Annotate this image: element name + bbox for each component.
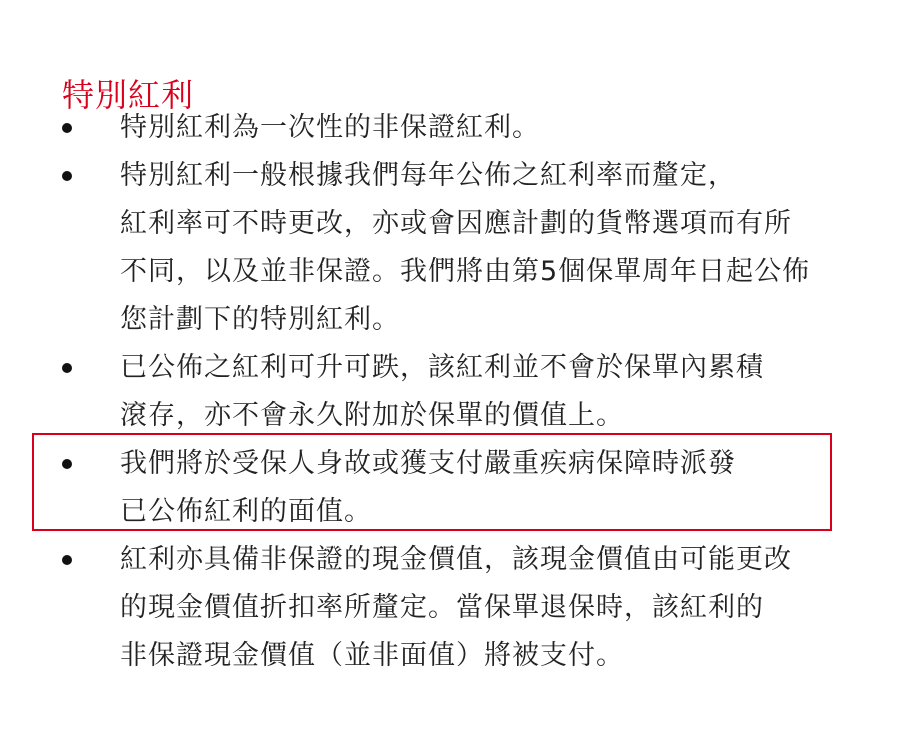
bullet-line: 非保證現金價值（並非面值）將被支付。 bbox=[120, 640, 624, 671]
bullet-line: 已公佈之紅利可升可跌，該紅利並不會於保單內累積 bbox=[120, 352, 764, 383]
bullet-line: 特別紅利為一次性的非保證紅利。 bbox=[120, 112, 540, 143]
bullet-dot-icon bbox=[62, 123, 72, 133]
bullet-line: 特別紅利一般根據我們每年公佈之紅利率而釐定， bbox=[120, 160, 736, 191]
bullet-line: 已公佈紅利的面值。 bbox=[120, 496, 372, 527]
bullet-line: 不同，以及並非保證。我們將由第5個保單周年日起公佈 bbox=[120, 256, 811, 287]
bullet-dot-icon bbox=[62, 171, 72, 181]
bullet-line: 滾存，亦不會永久附加於保單的價值上。 bbox=[120, 400, 624, 431]
highlight-box bbox=[32, 433, 832, 531]
bullet-line: 我們將於受保人身故或獲支付嚴重疾病保障時派發 bbox=[120, 448, 736, 479]
bullet-dot-icon bbox=[62, 555, 72, 565]
bullet-text bbox=[120, 152, 860, 344]
section-heading: 特別紅利 bbox=[62, 76, 195, 115]
bullet-text bbox=[120, 344, 860, 440]
bullet-line: 您計劃下的特別紅利。 bbox=[120, 304, 400, 335]
bullet-line: 紅利亦具備非保證的現金價值，該現金價值由可能更改 bbox=[120, 544, 792, 575]
bullet-dot-icon bbox=[62, 363, 72, 373]
bullet-line: 紅利率可不時更改，亦或會因應計劃的貨幣選項而有所 bbox=[120, 208, 792, 239]
bullet-text bbox=[120, 536, 860, 680]
bullet-line: 的現金價值折扣率所釐定。當保單退保時，該紅利的 bbox=[120, 592, 764, 623]
bullet-text bbox=[120, 104, 860, 152]
